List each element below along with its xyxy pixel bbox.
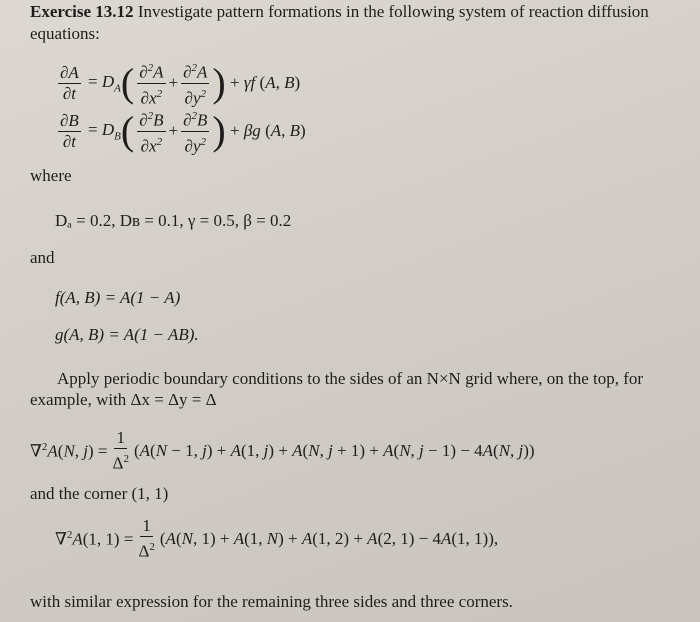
exercise-label: Exercise 13.12 [30,2,134,21]
equation-dB-dt: $\frac{\partial B}{\partial t}$ = $D_B$ ( $\frac{\partial^2B}{\partial x^2}$ + $\frac{\partial^2B}{\partial y^2}$ ) + βg (A, B) [55,106,306,156]
where-label: where [30,166,72,185]
exercise-heading [30,2,649,22]
parameter-values: Dₐ = 0.2, Dʙ = 0.1, γ = 0.5, β = 0.2 [55,211,292,230]
exercise-intro-line2: equations: [30,24,100,43]
g-definition: g(A, B) = A(1 − AB). [55,325,199,344]
and-label: and [30,248,55,267]
laplacian-corner-equation: ∇$^2$A(1, 1) = $\frac{1}{\Delta^2}$ (A(N, 1) + A(1, N) + A(1, 2) + A(2, 1) − 4A(1, 1)), [55,516,499,561]
closing-sentence: with similar expression for the remaining three sides and three corners. [30,592,513,611]
f-definition: f(A, B) = A(1 − A) [55,288,181,307]
boundary-instruction-line2: example, with Δx = Δy = Δ [30,390,217,409]
laplacian-side-equation: ∇$^2$A(N, j) = $\frac{1}{\Delta^2}$ (A(N − 1, j) + A(1, j) + A(N, j + 1) + A(N, j − 1) − 4A(N, j)) [30,428,535,473]
boundary-instruction-line1: Apply periodic boundary conditions to the sides of an N×N grid where, on the top, for [57,369,644,388]
exercise-intro-line1: Investigate pattern formations in the following system of reaction diffusion [137,2,649,21]
corner-label: and the corner (1, 1) [30,484,169,503]
equation-dA-dt: $\frac{\partial A}{\partial t}$ = $D_A$ ( $\frac{\partial^2A}{\partial x^2}$ + $\frac{\partial^2A}{\partial y^2}$ ) + γf (A, B) [55,58,300,108]
